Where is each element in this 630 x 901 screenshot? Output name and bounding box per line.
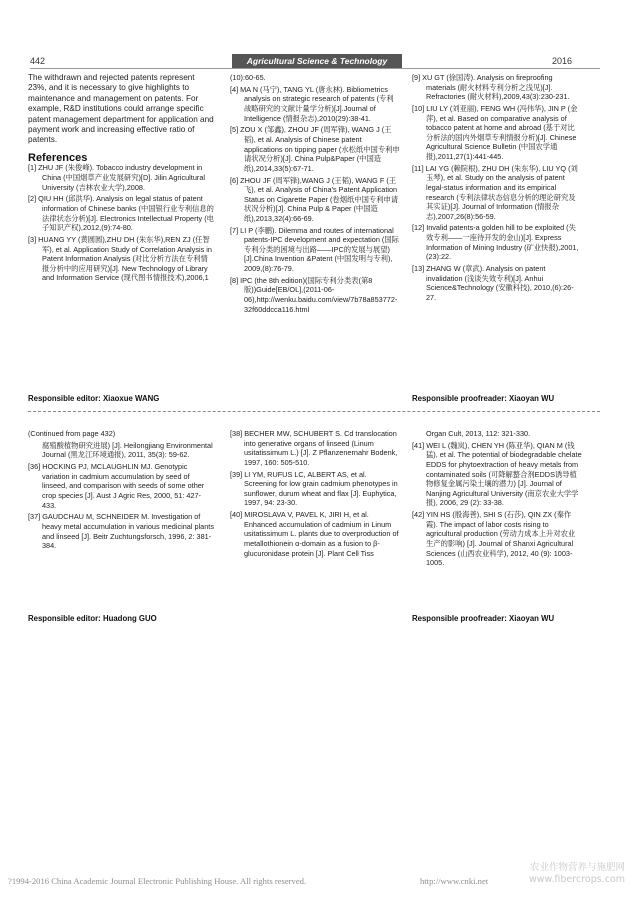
reference-item: [42] YIN HS (殷海善), SHI S (石莎), QIN ZX (秦作霞). The impact of labor costs rising to agricultural production (劳动力成本上升对农业生产的影响) [J]. Journal of Shanxi Agricultural Sciences (山西农业科学), 2012, 40 (9): 1003-1005. <box>412 510 576 568</box>
reference-item: [38] BECHER MW, SCHUBERT S. Cd translocation into generative organs of linseed (Linum usitatissimum L.) [J]. Z Pflanzenernahr Bodenk, 1997, 160: 505-510. <box>230 429 398 467</box>
reference-item: [5] ZOU X (邹鑫), ZHOU JF (周军锋), WANG J (王韬), et al. Analysis of Chinese patent applications on tipping paper (水松纸中国专利申请状况分析)[J]. China Pulp&Paper (中国造纸),2014,33(5):67-71. <box>230 125 400 173</box>
responsible-editor-bottom: Responsible editor: Huadong GUO <box>28 614 157 623</box>
reference-item: [2] QIU HH (邱洪华). Analysis on legal status of patent information of Chinese banks (中国银行业专利信息的法律状态分析)[J]. Electronics Intellectual Property (电子知识产权),2012,(9):74-80. <box>28 194 214 233</box>
reference-item: [40] MIROSLAVA V, PAVEL K, JIRI H, et al. Enhanced accumulation of cadmium in Linum usitatissimum L. plants due to overproduction of metallothionein α-domain as a fusion to β-glucuronidase protein [J]. Plant Cell Tiss <box>230 510 399 558</box>
reference-item: 腐殖酸植物研究进展) [J]. Heilongjiang Environmental Journal (黑龙江环境通报), 2011, 35(3): 59-62. <box>42 440 213 460</box>
reference-item: [9] XU GT (徐国涛). Analysis on fireproofing materials (耐火材料专利分析之浅见)[J]. Refractories (耐火材料),2009,43(3):230-231. <box>412 73 570 102</box>
journal-title-bar: Agricultural Science & Technology <box>232 54 402 68</box>
site-watermark <box>505 862 625 886</box>
watermark-chinese: 农业作物营养与施肥网 <box>529 862 625 873</box>
reference-item: [8] IPC (the 8th edition)(国际专利分类表(第8版))Guide[EB/OL],(2011-06-06),http://wenku.baidu.com/view/7b78a853772-32f60ddcca116.html <box>230 275 398 314</box>
reference-item: [37] GAUDCHAU M, SCHNEIDER M. Investigation of heavy metal accumulation in various medicinal plants and linseed [J]. Beitr Zuchtungsforsch, 1996, 2: 381-384. <box>28 512 214 551</box>
watermark-url: www.fibercrops.com <box>528 874 625 885</box>
section-divider <box>28 411 600 412</box>
top-column-2 <box>230 73 400 316</box>
reference-item: [6] ZHOU JF (周军锋),WANG J (王韬), WANG F (王飞), et al. Analysis of China's Patent Application Status on Cigarette Paper (卷烟纸中国专利申请状况分析)[J]. China Pulp & Paper (中国造纸),2013,32(4):66-69. <box>230 175 399 223</box>
reference-item: [1] ZHU JF (朱俊峰). Tobacco industry development in China (中国烟草产业发展研究)[D]. Jilin Agricultural University (吉林农业大学),2008. <box>28 163 205 192</box>
top-column-3 <box>412 73 582 305</box>
reference-item: [7] LI P (李鹏). Dilemma and routes of international patents-IPC development and expectation (国际专利分类的困境与出路——IPC的发展与展望)[J].China Invention &Patent (中国发明与专利), 2009,(8):76-79. <box>230 225 399 274</box>
reference-item: [41] WEI L (魏岚), CHEN YH (陈亚华), QIAN M (钱猛), et al. The potential of biodegradable chelate EDDS for phytoextraction of heavy metals from contaminated soils (可降解螯合剂EDDS诱导植物修复金属污染土壤的潜力) [J]. Journal of Nanjing Agricultural University (南京农业大学学报), 2006, 29 (2): 33-38. <box>412 440 582 508</box>
copyright-notice: ?1994-2016 China Academic Journal Electronic Publishing House. All rights reserved. <box>8 876 307 886</box>
bottom-column-1 <box>28 429 214 553</box>
intro-paragraph: The withdrawn and rejected patents represent 23%, and it is necessary to give highlights to maintenance and management on patents. For example, R&D institutions could arrange specific patent management department for application and payment work and increasing effective ratio of patents. <box>28 73 214 145</box>
reference-item: [10] LIU LY (刘亚丽), FENG WH (冯伟华), JIN P (金萍), et al. Based on comparative analysis of tobacco patent at home and abroad (基于对比分析法的国内外烟草专利情报分析)[J]. Chinese Agricultural Science Bulletin (中国农学通报),2011,27(1):441-445. <box>412 103 578 161</box>
reference-item: [13] ZHANG W (章武). Analysis on patent invalidation (浅谈失效专利)[J]. Anhui Science&Technology (安徽科技), 2010,(6):26-27. <box>412 264 574 302</box>
continued-note: (Continued from page 432) <box>28 429 116 438</box>
bottom-column-3 <box>412 429 582 570</box>
page-header <box>0 0 630 70</box>
responsible-proofreader-bottom: Responsible proofreader: Xiaoyan WU <box>412 614 555 623</box>
references-heading: References <box>28 151 88 164</box>
responsible-proofreader-top: Responsible proofreader: Xiaoyan WU <box>412 394 555 403</box>
bottom-column-2 <box>230 429 400 560</box>
reference-item: [3] HUANG YY (黄圆圆),ZHU DH (朱东华),REN ZJ (任智军), et al. Application Study of Correlation Analysis in Patent Information Analysis (对比分析方法在专利情报分析中的应用研究)[J]. New Technology of Library and Information Service (现代图书情报技术),2006,1 <box>28 234 212 283</box>
top-column-1 <box>28 73 214 285</box>
header-rule <box>30 68 600 69</box>
reference-item: [39] LI YM, RUFUS LC, ALBERT AS, et al. Screening for low grain cadmium phenotypes in sunflower, durum wheat and flax [J]. Euphytica, 1997, 94: 23-30. <box>230 469 398 508</box>
reference-item: [4] MA N (马宁), TANG YL (唐永林). Bibliometrics analysis on strategic research of patents (专利战略研究的文献计量学分析)[J].Journal of Intelligence (情报杂志),2010(29):38-41. <box>230 84 394 123</box>
reference-item: [11] LAI YG (赖院根), ZHU DH (朱东华), LIU YQ (刘玉琴), et al. Study on the analysis of patent legal-status information and its empirical research (专利法律状态信息分析的理论研究及其实证)[J]. Journal of Information (情报杂志),2007,26(8):56-59. <box>412 163 578 221</box>
reference-item: Organ Cult, 2013, 112: 321-330. <box>426 429 531 438</box>
reference-item: [36] HOCKING PJ, MCLAUGHLIN MJ. Genotypic variation in cadmium accumulation by seed of linseed, and comparison with seeds of some other crop species [J]. Aust J Agric Res, 2000, 51: 427-433. <box>28 462 205 510</box>
publication-year: 2016 <box>552 56 573 66</box>
footer-url: http://www.cnki.net <box>420 876 489 886</box>
reference-item: (10):60-65. <box>230 73 266 82</box>
page-number: 442 <box>30 56 46 66</box>
reference-item: [12] Invalid patents-a golden hill to be exploited (失效专利——一座待开发的金山)[J]. Express Information of Mining Industry (矿业快报),2001,(23):22. <box>412 223 579 262</box>
responsible-editor-top: Responsible editor: Xiaoxue WANG <box>28 394 160 403</box>
